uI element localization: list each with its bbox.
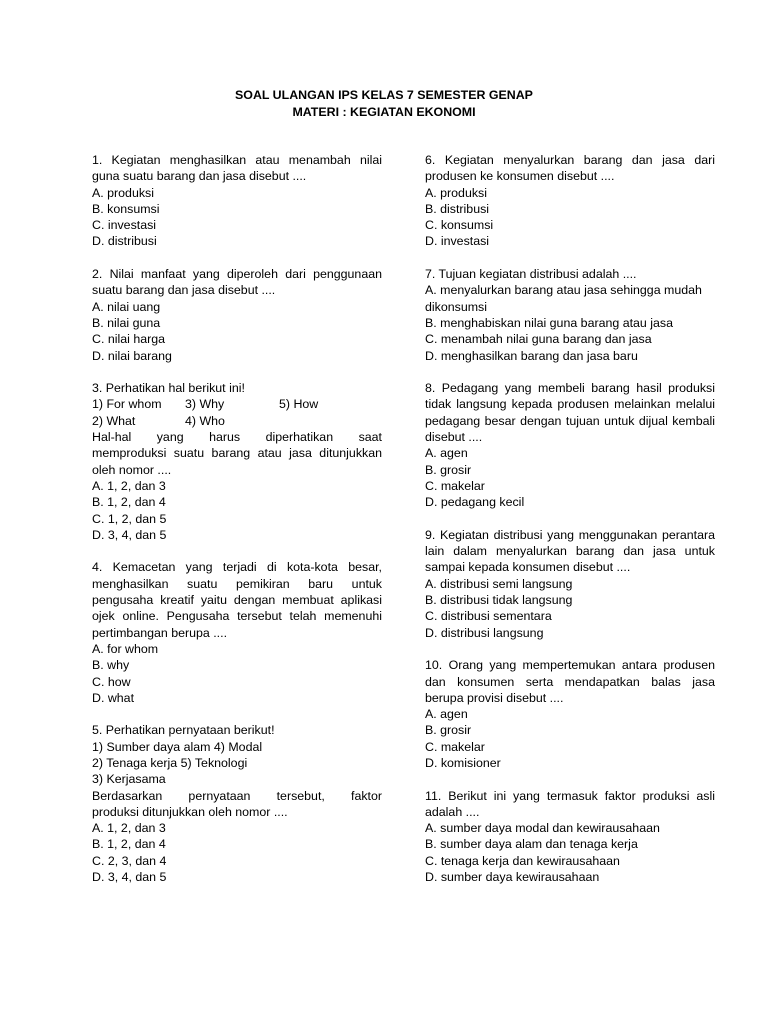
option-c: C. 2, 3, dan 4 — [92, 853, 167, 868]
question-intro: 5. Perhatikan pernyataan berikut! — [92, 723, 275, 738]
question-stem: 6. Kegiatan menyalurkan barang dan jasa dari produsen ke konsumen disebut .... — [425, 153, 715, 184]
option-b: B. konsumsi — [92, 201, 160, 216]
question-stem: 4. Kemacetan yang terjadi di kota-kota besar, menghasilkan suatu pemikiran baru untuk pengusaha kreatif yaitu dengan membuat aplikasi ojek online. Pengusaha tersebut telah memenuhi pertimbangan berupa .... — [92, 560, 382, 640]
option-d: D. sumber daya kewirausahaan — [425, 870, 600, 885]
option-c: C. makelar — [425, 739, 485, 754]
question-stem: 9. Kegiatan distribusi yang menggunakan perantara lain dalam menyalurkan barang dan jasa untuk sampai kepada konsumen disebut .... — [425, 527, 715, 575]
item-row — [92, 413, 382, 429]
option-c: C. nilai harga — [92, 332, 166, 347]
question-10 — [425, 657, 715, 771]
option-c: C. 1, 2, dan 5 — [92, 511, 167, 526]
option-d: D. distribusi — [92, 234, 157, 249]
question-stem: 7. Tujuan kegiatan distribusi adalah .... — [425, 267, 637, 282]
option-d: D. komisioner — [425, 755, 501, 770]
option-d: D. 3, 4, dan 5 — [92, 870, 167, 885]
statement-item: 1) Sumber daya alam 4) Modal — [92, 739, 263, 754]
option-a: A. menyalurkan barang atau jasa sehingga mudah dikonsumsi — [425, 283, 702, 314]
question-stem: 2. Nilai manfaat yang diperoleh dari penggunaan suatu barang dan jasa disebut .... — [92, 267, 382, 298]
question-8 — [425, 380, 715, 510]
item: 2) What — [92, 413, 136, 428]
option-b: B. nilai guna — [92, 315, 161, 330]
option-a: A. sumber daya modal dan kewirausahaan — [425, 821, 660, 836]
option-d: D. menghasilkan barang dan jasa baru — [425, 348, 638, 363]
option-d: D. distribusi langsung — [425, 625, 544, 640]
item-row — [92, 396, 382, 412]
question-stem: 10. Orang yang mempertemukan antara produsen dan konsumen serta mendapatkan balas jasa berupa provisi disebut .... — [425, 658, 715, 705]
option-a: A. distribusi semi langsung — [425, 576, 573, 591]
item: 5) How — [279, 397, 319, 412]
document-header — [0, 87, 768, 121]
question-3 — [92, 380, 382, 543]
option-a: A. for whom — [92, 641, 159, 656]
question-stem: 8. Pedagang yang membeli barang hasil produksi tidak langsung kepada produsen melainkan melalui pedagang besar dengan tujuan untuk dijual kembali disebut .... — [425, 381, 715, 445]
question-9 — [425, 527, 715, 641]
option-c: C. tenaga kerja dan kewirausahaan — [425, 853, 620, 868]
option-c: C. konsumsi — [425, 218, 494, 233]
question-1 — [92, 152, 382, 250]
option-b: B. 1, 2, dan 4 — [92, 837, 166, 852]
question-2 — [92, 266, 382, 364]
option-d: D. 3, 4, dan 5 — [92, 527, 167, 542]
option-b: B. sumber daya alam dan tenaga kerja — [425, 837, 638, 852]
document-subtitle: MATERI : KEGIATAN EKONOMI — [292, 105, 476, 119]
option-d: D. nilai barang — [92, 348, 172, 363]
question-7 — [425, 266, 715, 364]
option-c: C. menambah nilai guna barang dan jasa — [425, 332, 652, 347]
question-11 — [425, 788, 715, 886]
option-d: D. investasi — [425, 234, 490, 249]
left-column — [92, 152, 382, 902]
question-4 — [92, 559, 382, 706]
option-a: A. produksi — [92, 185, 154, 200]
option-c: C. makelar — [425, 478, 485, 493]
question-stem-continued: memproduksi suatu barang atau jasa ditunjukkan oleh nomor .... — [92, 446, 382, 477]
option-c: C. investasi — [92, 218, 157, 233]
item: 1) For whom — [92, 397, 162, 412]
question-stem: 11. Berikut ini yang termasuk faktor produksi asli adalah .... — [425, 788, 715, 819]
option-a: A. agen — [425, 446, 468, 461]
option-b: B. why — [92, 658, 130, 673]
option-a: A. nilai uang — [92, 299, 161, 314]
document-title: SOAL ULANGAN IPS KELAS 7 SEMESTER GENAP — [235, 88, 533, 102]
option-a: A. produksi — [425, 185, 487, 200]
option-b: B. distribusi — [425, 201, 490, 216]
option-a: A. agen — [425, 707, 468, 722]
right-column — [425, 152, 715, 902]
option-b: B. grosir — [425, 462, 472, 477]
option-c: C. distribusi sementara — [425, 609, 552, 624]
item: 3) Why — [185, 397, 225, 412]
option-d: D. pedagang kecil — [425, 495, 525, 510]
option-d: D. what — [92, 690, 135, 705]
question-stem: Hal-hal yang harus diperhatikan saat — [92, 430, 382, 445]
question-intro: 3. Perhatikan hal berikut ini! — [92, 381, 245, 396]
statement-item: 3) Kerjasama — [92, 772, 166, 787]
question-stem: 1. Kegiatan menghasilkan atau menambah nilai guna suatu barang dan jasa disebut .... — [92, 153, 382, 184]
option-b: B. distribusi tidak langsung — [425, 593, 573, 608]
option-c: C. how — [92, 674, 131, 689]
option-b: B. grosir — [425, 723, 472, 738]
question-stem: Berdasarkan pernyataan tersebut, faktor — [92, 788, 382, 803]
statement-item: 2) Tenaga kerja 5) Teknologi — [92, 755, 248, 770]
option-a: A. 1, 2, dan 3 — [92, 821, 166, 836]
question-stem-continued: produksi ditunjukkan oleh nomor .... — [92, 804, 288, 819]
option-b: B. 1, 2, dan 4 — [92, 495, 166, 510]
item: 4) Who — [185, 413, 225, 428]
option-b: B. menghabiskan nilai guna barang atau jasa — [425, 315, 673, 330]
question-6 — [425, 152, 715, 250]
option-a: A. 1, 2, dan 3 — [92, 478, 166, 493]
question-5 — [92, 722, 382, 885]
